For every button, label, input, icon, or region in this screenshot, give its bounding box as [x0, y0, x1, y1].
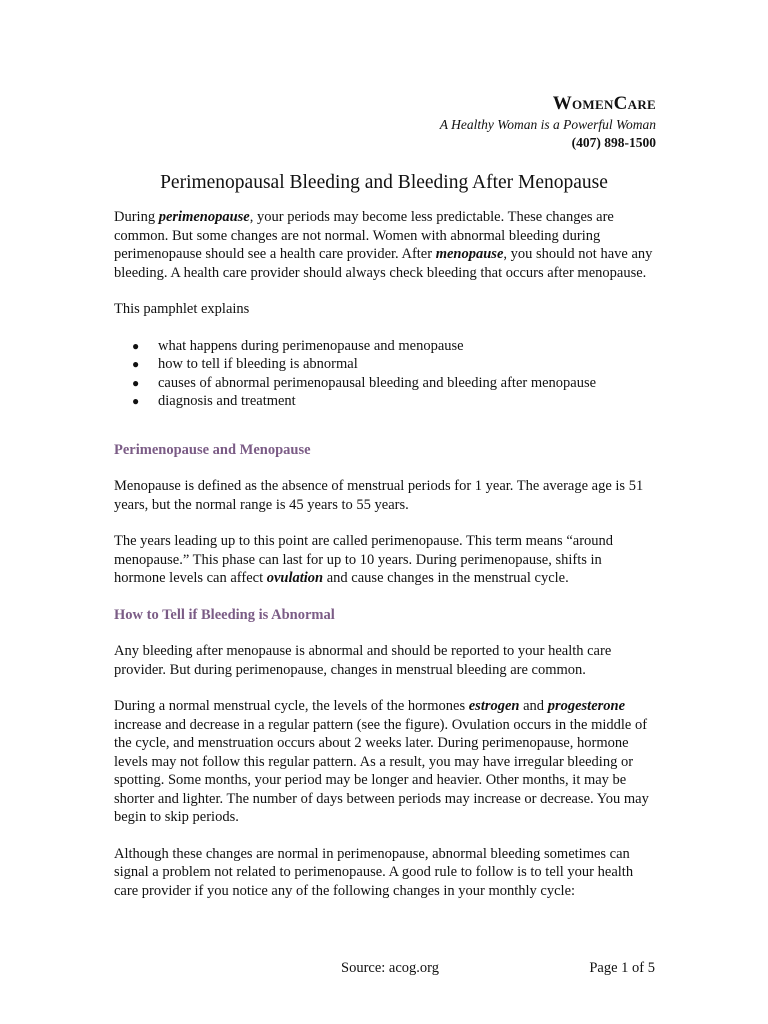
perimenopause-paragraph	[114, 532, 654, 588]
term-menopause: menopause	[435, 246, 504, 262]
abnormal-bleeding-paragraph: Any bleeding after menopause is abnormal and should be reported to your health care provider. But during perimenopause, changes in menstrual bleeding are common.	[114, 643, 612, 678]
pamphlet-intro: This pamphlet explains	[114, 301, 250, 317]
footer-page-number: Page 1 of 5	[589, 960, 655, 976]
paragraph-text: and	[519, 698, 548, 714]
section-heading-abnormal-bleeding: How to Tell if Bleeding is Abnormal	[114, 606, 335, 623]
document-body	[114, 208, 654, 900]
topic-list	[114, 337, 654, 411]
menstrual-cycle-paragraph	[114, 697, 654, 827]
term-estrogen: estrogen	[468, 698, 520, 714]
paragraph-text: The years leading up to this point are called perimenopause. This term means “around menopause.” This phase can last for up to 10 years. During perimenopause, shifts in hormone levels can affect	[114, 533, 614, 586]
bullet-icon: ●	[132, 375, 140, 390]
paragraph-text: During a normal menstrual cycle, the levels of the hormones	[114, 698, 469, 714]
footer-source: Source: acog.org	[341, 960, 439, 976]
bullet-icon: ●	[132, 357, 140, 371]
rule-paragraph: Although these changes are normal in perimenopause, abnormal bleeding sometimes can signal a problem not related to perimenopause. A good rule to follow is to tell your health care provider if you notice any of the following changes in your monthly cycle:	[114, 845, 634, 899]
list-item	[114, 337, 654, 356]
list-item-text: how to tell if bleeding is abnormal	[158, 356, 358, 372]
term-ovulation: ovulation	[266, 570, 324, 586]
term-progesterone: progesterone	[547, 698, 626, 714]
menopause-definition: Menopause is defined as the absence of menstrual periods for 1 year. The average age is 51 years, but the normal range is 45 years to 55 years.	[114, 478, 644, 513]
section-heading-perimenopause: Perimenopause and Menopause	[114, 441, 311, 458]
document-title: Perimenopausal Bleeding and Bleeding After Menopause	[160, 172, 608, 193]
brand-tagline: A Healthy Woman is a Powerful Woman	[439, 117, 656, 132]
intro-text: , you should not have any bleeding. A health care provider should always check bleeding that occurs after menopause.	[114, 246, 653, 281]
paragraph-text: increase and decrease in a regular pattern (see the figure). Ovulation occurs in the middle of the cycle, and menstruation occurs about 2 weeks later. During perimenopause, hormone levels may not follow this regular pattern. As a result, you may have irregular bleeding or spotting. Some months, your period may be longer and heavier. Other months, it may be shorter and lighter. The number of days between periods may increase or decrease. You may begin to skip periods.	[114, 716, 649, 825]
list-item	[114, 374, 654, 393]
list-item-text: what happens during perimenopause and menopause	[158, 337, 464, 354]
list-item	[114, 355, 654, 374]
brand-phone: (407) 898-1500	[571, 135, 656, 150]
list-item	[114, 392, 654, 411]
list-item-text: diagnosis and treatment	[158, 393, 296, 409]
intro-text: During	[114, 209, 159, 225]
bullet-icon: ●	[132, 394, 140, 408]
brand-name: WomenCare	[552, 93, 656, 114]
paragraph-text: and cause changes in the menstrual cycle.	[323, 570, 569, 586]
intro-text: , your periods may become less predictable. These changes are common. But some changes are not normal. Women with abnormal bleeding during perimenopause should see a health care provider. After	[114, 209, 614, 262]
brand-block	[440, 92, 656, 152]
list-item-text: causes of abnormal perimenopausal bleeding and bleeding after menopause	[158, 374, 597, 391]
bullet-icon: ●	[132, 338, 140, 353]
term-perimenopause: perimenopause	[158, 209, 250, 225]
intro-paragraph	[114, 208, 654, 282]
